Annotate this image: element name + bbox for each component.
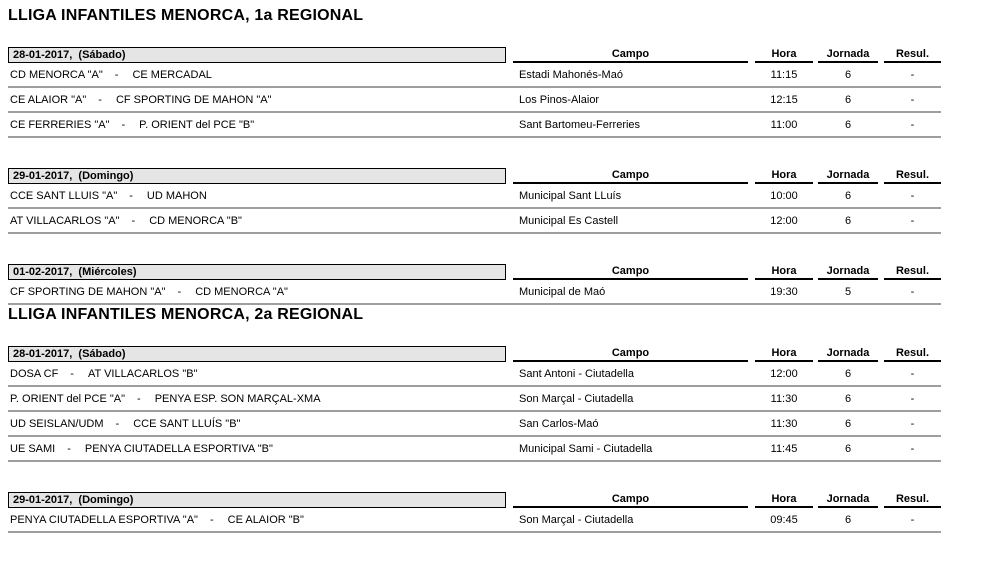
league-title: LLIGA INFANTILES MENORCA, 2a REGIONAL bbox=[8, 306, 364, 323]
league bbox=[8, 6, 942, 305]
home-team: CCE SANT LLUIS "A" bbox=[10, 189, 118, 202]
teams-cell bbox=[8, 69, 512, 81]
match-row bbox=[8, 362, 941, 387]
jornada-cell: 6 bbox=[844, 189, 852, 202]
jornada-cell: 5 bbox=[844, 285, 852, 298]
away-team: P. ORIENT del PCE "B" bbox=[139, 118, 255, 131]
fixture-section bbox=[8, 346, 942, 462]
hora-cell: 11:00 bbox=[770, 118, 798, 131]
away-team: PENYA CIUTADELLA ESPORTIVA "B" bbox=[84, 442, 273, 455]
fixture-section bbox=[8, 168, 942, 234]
section-header bbox=[8, 492, 942, 508]
home-team: CF SPORTING DE MAHON "A" bbox=[10, 285, 166, 298]
resul-cell: - bbox=[910, 285, 915, 298]
home-team: CE FERRERIES "A" bbox=[10, 118, 110, 131]
resul-cell: - bbox=[910, 392, 915, 405]
column-header-jornada: Jornada bbox=[818, 346, 878, 362]
teams-cell bbox=[8, 215, 512, 227]
team-separator: - bbox=[114, 68, 119, 81]
team-separator: - bbox=[129, 189, 133, 202]
campo-cell: Son Marçal - Ciutadella bbox=[519, 392, 634, 405]
hora-cell: 19:30 bbox=[770, 285, 798, 298]
resul-cell: - bbox=[910, 118, 915, 131]
teams-cell bbox=[8, 119, 512, 131]
jornada-cell: 6 bbox=[844, 442, 852, 455]
hora-cell: 09:45 bbox=[770, 513, 798, 526]
jornada-cell: 6 bbox=[844, 513, 852, 526]
date-box: 28-01-2017, (Sábado) bbox=[8, 47, 506, 63]
campo-cell: Municipal Sami - Ciutadella bbox=[519, 442, 653, 455]
league-sections bbox=[8, 346, 942, 533]
jornada-cell: 6 bbox=[844, 392, 852, 405]
campo-cell: Sant Bartomeu-Ferreries bbox=[519, 118, 641, 131]
resul-cell: - bbox=[910, 442, 915, 455]
league-title: LLIGA INFANTILES MENORCA, 1a REGIONAL bbox=[8, 7, 364, 24]
match-row bbox=[8, 88, 941, 113]
away-team: CD MENORCA "B" bbox=[149, 214, 242, 227]
teams-cell bbox=[8, 94, 512, 106]
resul-cell: - bbox=[910, 93, 915, 106]
hora-cell: 10:00 bbox=[770, 189, 798, 202]
match-row bbox=[8, 437, 941, 462]
date-box: 01-02-2017, (Miércoles) bbox=[8, 264, 506, 280]
column-header-resul: Resul. bbox=[884, 346, 941, 362]
home-team: CD MENORCA "A" bbox=[10, 68, 103, 81]
hora-cell: 11:30 bbox=[770, 417, 798, 430]
resul-cell: - bbox=[910, 417, 915, 430]
fixture-section bbox=[8, 47, 942, 138]
away-team: CE ALAIOR "B" bbox=[227, 513, 304, 526]
resul-cell: - bbox=[910, 189, 915, 202]
jornada-cell: 6 bbox=[844, 214, 852, 227]
campo-cell: Municipal Sant LLuís bbox=[519, 189, 622, 202]
hora-cell: 12:00 bbox=[770, 367, 798, 380]
date-box: 29-01-2017, (Domingo) bbox=[8, 492, 506, 508]
column-header-resul: Resul. bbox=[884, 47, 941, 63]
home-team: UE SAMI bbox=[10, 442, 56, 455]
campo-cell: San Carlos-Maó bbox=[519, 417, 599, 430]
section-rows bbox=[8, 184, 941, 234]
hora-cell: 11:30 bbox=[770, 392, 798, 405]
section-header bbox=[8, 47, 942, 63]
jornada-cell: 6 bbox=[844, 118, 852, 131]
match-row bbox=[8, 184, 941, 209]
date-box: 29-01-2017, (Domingo) bbox=[8, 168, 506, 184]
column-header-resul: Resul. bbox=[884, 168, 941, 184]
away-team: CD MENORCA "A" bbox=[195, 285, 288, 298]
team-separator: - bbox=[177, 285, 182, 298]
column-header-hora: Hora bbox=[755, 47, 813, 63]
team-separator: - bbox=[115, 417, 120, 430]
resul-cell: - bbox=[910, 214, 915, 227]
home-team: CE ALAIOR "A" bbox=[10, 93, 87, 106]
team-separator: - bbox=[67, 442, 71, 455]
home-team: P. ORIENT del PCE "A" bbox=[10, 392, 126, 405]
teams-cell bbox=[8, 190, 512, 202]
column-header-campo: Campo bbox=[513, 264, 748, 280]
away-team: UD MAHON bbox=[146, 189, 207, 202]
section-rows bbox=[8, 362, 941, 462]
jornada-cell: 6 bbox=[844, 68, 852, 81]
section-rows bbox=[8, 63, 941, 138]
match-row bbox=[8, 113, 941, 138]
jornada-cell: 6 bbox=[844, 417, 852, 430]
match-row bbox=[8, 209, 941, 234]
resul-cell: - bbox=[910, 367, 915, 380]
campo-cell: Son Marçal - Ciutadella bbox=[519, 513, 634, 526]
section-header bbox=[8, 346, 942, 362]
hora-cell: 12:00 bbox=[770, 214, 798, 227]
column-header-campo: Campo bbox=[513, 168, 748, 184]
away-team: AT VILLACARLOS "B" bbox=[87, 367, 198, 380]
column-header-hora: Hora bbox=[755, 168, 813, 184]
teams-cell bbox=[8, 368, 512, 380]
teams-cell bbox=[8, 393, 512, 405]
away-team: PENYA ESP. SON MARÇAL-XMA bbox=[154, 392, 321, 405]
column-header-hora: Hora bbox=[755, 492, 813, 508]
column-header-campo: Campo bbox=[513, 346, 748, 362]
column-header-jornada: Jornada bbox=[818, 492, 878, 508]
team-separator: - bbox=[121, 118, 126, 131]
section-header bbox=[8, 264, 942, 280]
campo-cell: Municipal de Maó bbox=[519, 285, 606, 298]
date-box: 28-01-2017, (Sábado) bbox=[8, 346, 506, 362]
home-team: DOSA CF bbox=[10, 367, 59, 380]
team-separator: - bbox=[131, 214, 136, 227]
column-header-jornada: Jornada bbox=[818, 264, 878, 280]
jornada-cell: 6 bbox=[844, 367, 852, 380]
match-row bbox=[8, 412, 941, 437]
league-sections bbox=[8, 47, 942, 305]
column-header-hora: Hora bbox=[755, 346, 813, 362]
hora-cell: 11:45 bbox=[770, 442, 798, 455]
column-header-resul: Resul. bbox=[884, 492, 941, 508]
team-separator: - bbox=[98, 93, 102, 106]
campo-cell: Municipal Es Castell bbox=[519, 214, 619, 227]
column-header-hora: Hora bbox=[755, 264, 813, 280]
away-team: CCE SANT LLUÍS "B" bbox=[133, 417, 241, 430]
section-rows bbox=[8, 280, 941, 305]
home-team: AT VILLACARLOS "A" bbox=[10, 214, 120, 227]
column-header-campo: Campo bbox=[513, 47, 748, 63]
campo-cell: Sant Antoni - Ciutadella bbox=[519, 367, 634, 380]
away-team: CE MERCADAL bbox=[132, 68, 212, 81]
section-rows bbox=[8, 508, 941, 533]
team-separator: - bbox=[70, 367, 74, 380]
teams-cell bbox=[8, 514, 512, 526]
jornada-cell: 6 bbox=[844, 93, 852, 106]
resul-cell: - bbox=[910, 68, 915, 81]
teams-cell bbox=[8, 418, 512, 430]
column-header-jornada: Jornada bbox=[818, 47, 878, 63]
section-header bbox=[8, 168, 942, 184]
teams-cell bbox=[8, 443, 512, 455]
match-row bbox=[8, 387, 941, 412]
resul-cell: - bbox=[910, 513, 915, 526]
teams-cell bbox=[8, 286, 512, 298]
column-header-jornada: Jornada bbox=[818, 168, 878, 184]
match-row bbox=[8, 508, 941, 533]
campo-cell: Estadi Mahonés-Maó bbox=[519, 68, 623, 81]
hora-cell: 11:15 bbox=[770, 68, 798, 81]
team-separator: - bbox=[209, 513, 214, 526]
fixture-section bbox=[8, 492, 942, 533]
column-header-resul: Resul. bbox=[884, 264, 941, 280]
hora-cell: 12:15 bbox=[770, 93, 798, 106]
away-team: CF SPORTING DE MAHON "A" bbox=[115, 93, 272, 106]
column-header-campo: Campo bbox=[513, 492, 748, 508]
home-team: PENYA CIUTADELLA ESPORTIVA "A" bbox=[10, 513, 198, 526]
league bbox=[8, 305, 942, 533]
match-row bbox=[8, 280, 941, 305]
home-team: UD SEISLAN/UDM bbox=[10, 417, 104, 430]
team-separator: - bbox=[137, 392, 141, 405]
fixture-section bbox=[8, 264, 942, 305]
match-row bbox=[8, 63, 941, 88]
campo-cell: Los Pinos-Alaior bbox=[519, 93, 600, 106]
